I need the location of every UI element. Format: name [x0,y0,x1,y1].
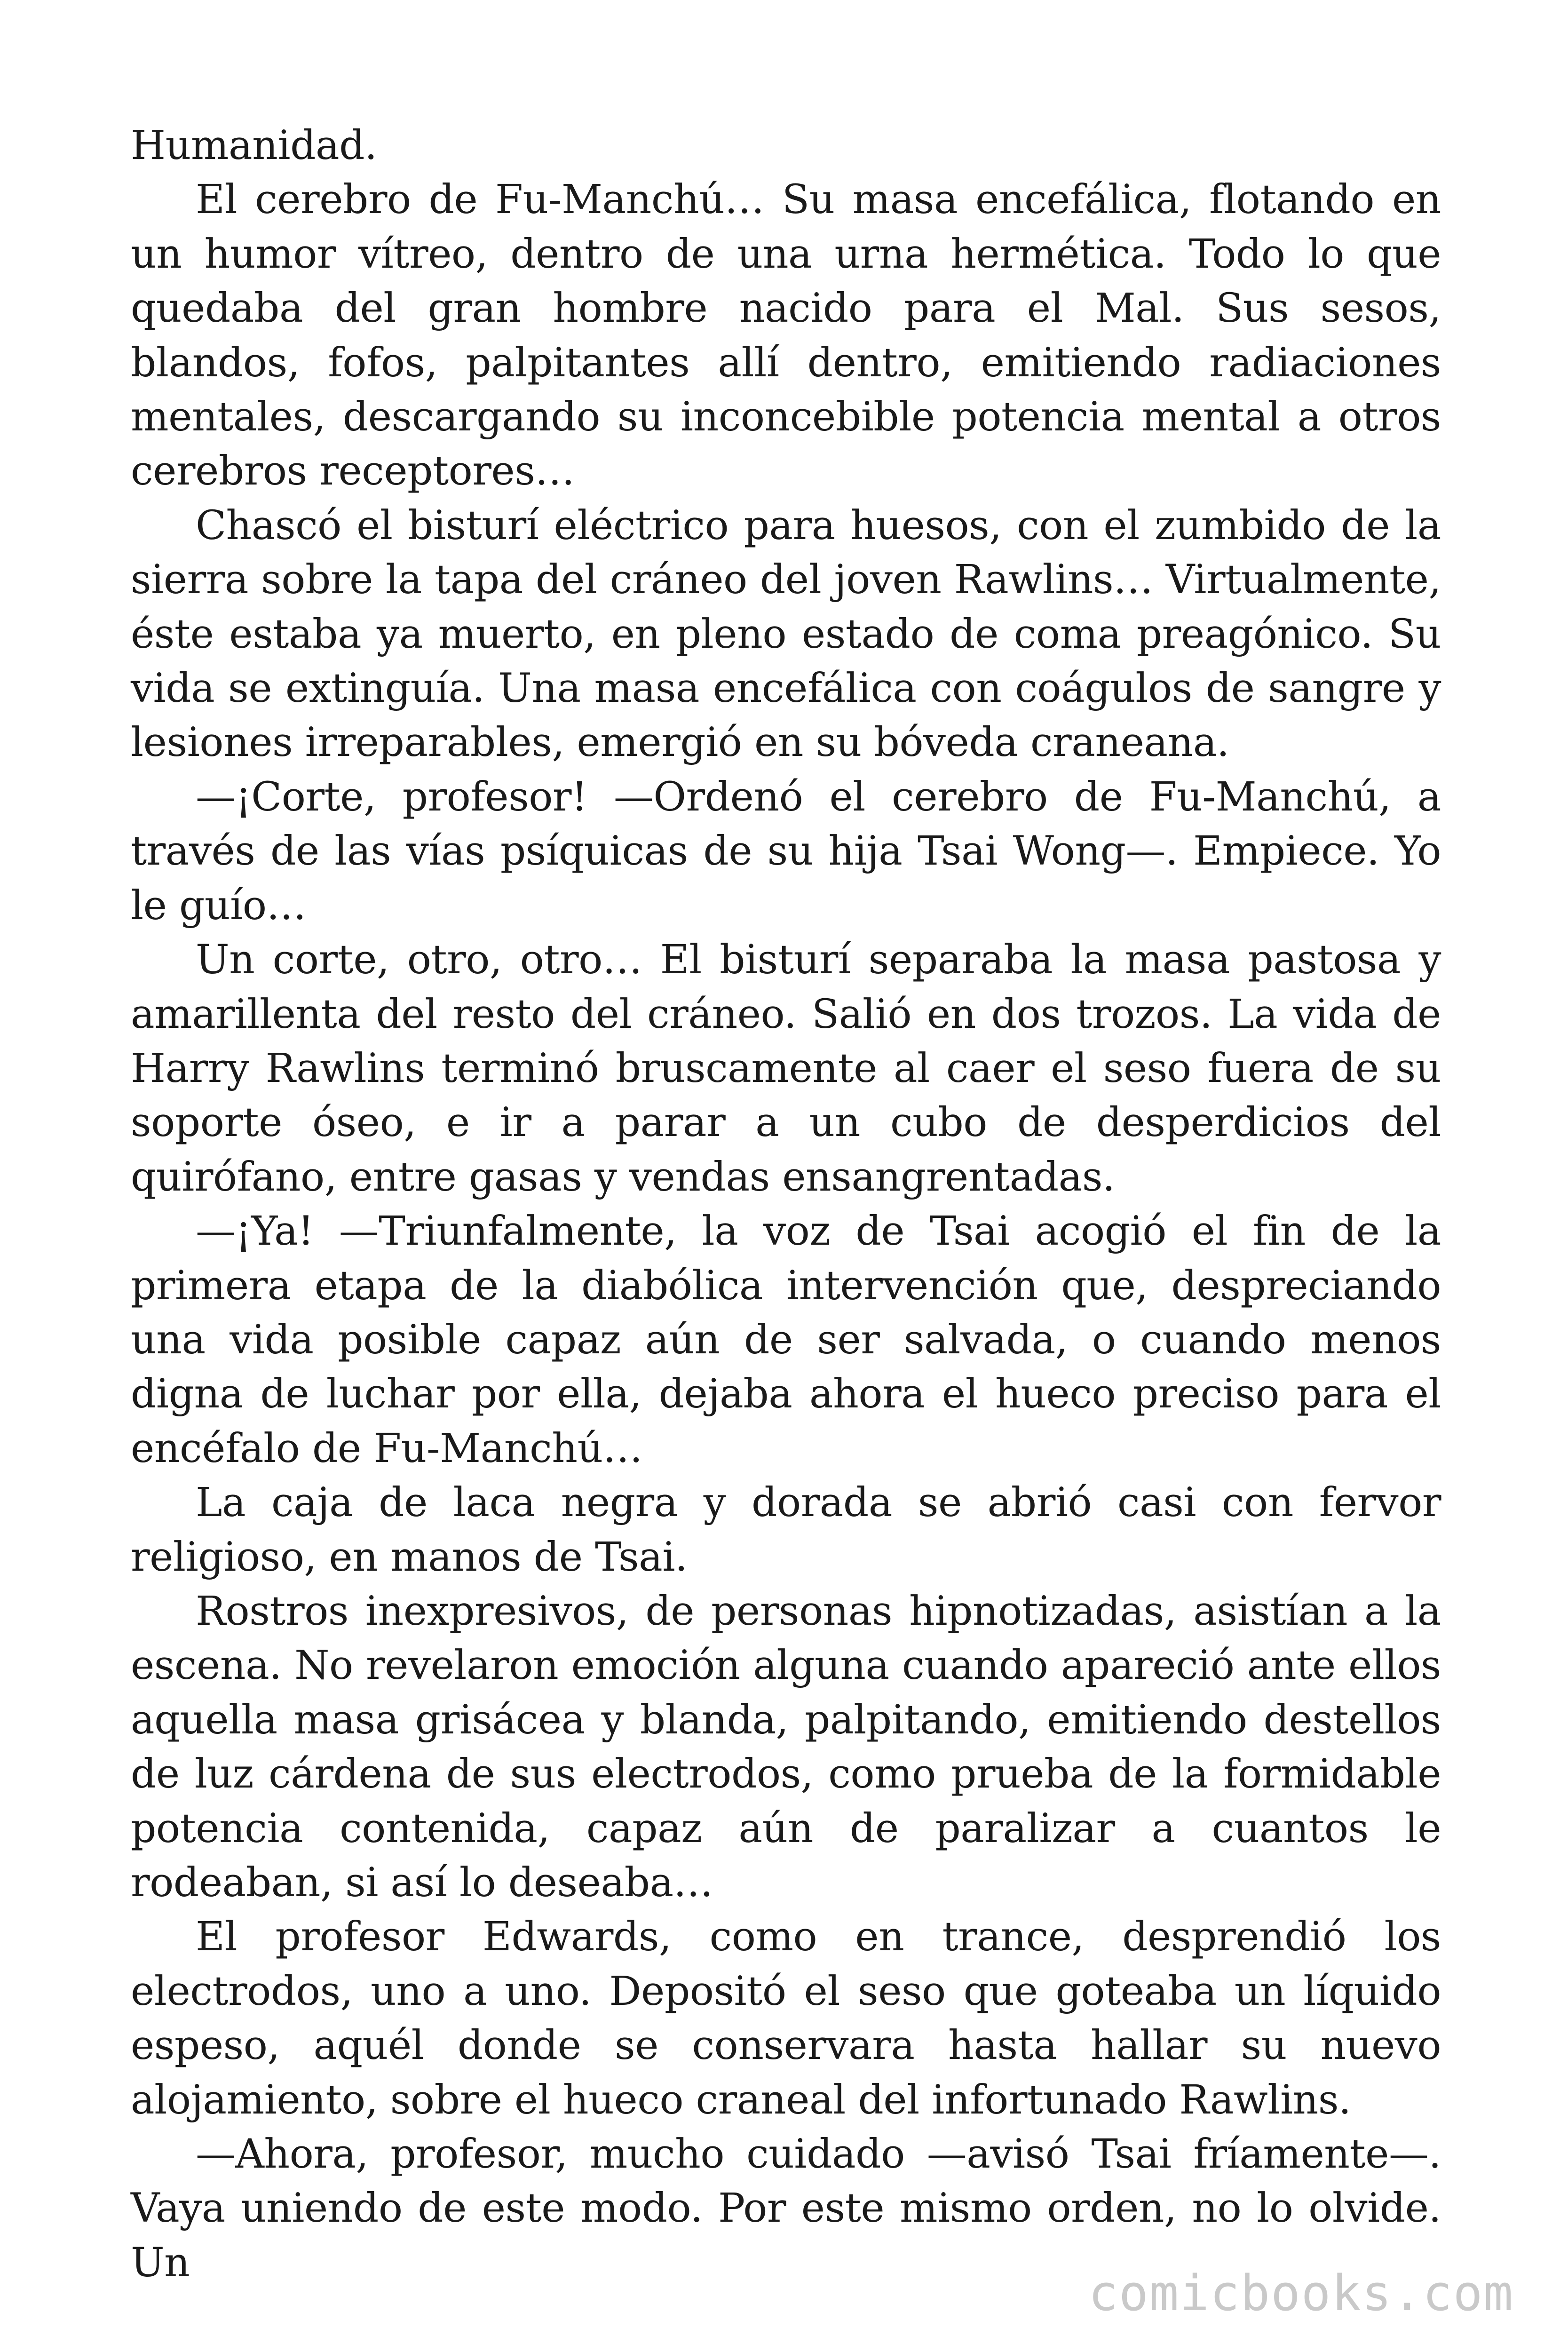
paragraph: El profesor Edwards, como en trance, desprendió los electrodos, uno a uno. Depositó el seso que goteaba un líquido espeso, aquél donde se conservara hasta hallar su nuevo alojamiento, sobre el hueco craneal del infortunado Rawlins. [131,1914,1441,2123]
watermark-text: comicbooks.com [1088,2265,1514,2322]
paragraph: Un corte, otro, otro… El bisturí separaba la masa pastosa y amarillenta del resto del cráneo. Salió en dos trozos. La vida de Harry Rawlins terminó bruscamente al caer el seso fuera de su soporte óseo, e ir a parar a un cubo de desperdicios del quirófano, entre gasas y vendas ensangrentadas. [131,937,1441,1200]
paragraph: Chascó el bisturí eléctrico para huesos, con el zumbido de la sierra sobre la tapa del cráneo del joven Rawlins… Virtualmente, éste estaba ya muerto, en pleno estado de coma preagónico. Su vida se extinguía. Una masa encefálica con coágulos de sangre y lesiones irreparables, emergió en su bóveda craneana. [131,502,1441,766]
paragraph: El cerebro de Fu-Manchú… Su masa encefálica, flotando en un humor vítreo, dentro de una urna hermética. Todo lo que quedaba del gran hombre nacido para el Mal. Sus sesos, blandos, fofos, palpitantes allí dentro, emitiendo radiaciones mentales, descargando su inconcebible potencia mental a otros cerebros receptores… [131,176,1441,495]
paragraph-last: —Ahora, profesor, mucho cuidado —avisó Tsai fríamente—. Vaya uniendo de este modo. Por este mismo orden, no lo olvide. Un [131,2131,1441,2286]
paragraph: La caja de laca negra y dorada se abrió casi con fervor religioso, en manos de Tsai. [131,1479,1441,1581]
paragraph: Rostros inexpresivos, de personas hipnotizadas, asistían a la escena. No revelaron emoción alguna cuando apareció ante ellos aquella masa grisácea y blanda, palpitando, emitiendo destellos de luz cárdena de sus electrodos, como prueba de la formidable potencia contenida, capaz aún de paralizar a cuantos le rodeaban, si así lo deseaba… [131,1588,1441,1906]
paragraph: —¡Ya! —Triunfalmente, la voz de Tsai acogió el fin de la primera etapa de la diabólica intervención que, despreciando una vida posible capaz aún de ser salvada, o cuando menos digna de luchar por ella, dejaba ahora el hueco preciso para el encéfalo de Fu-Manchú… [131,1208,1441,1472]
paragraph-continuation: Humanidad. [131,122,377,169]
paragraph: —¡Corte, profesor! —Ordenó el cerebro de Fu-Manchú, a través de las vías psíquicas de su hija Tsai Wong—. Empiece. Yo le guío… [131,773,1441,929]
book-page-text [131,119,1441,2286]
